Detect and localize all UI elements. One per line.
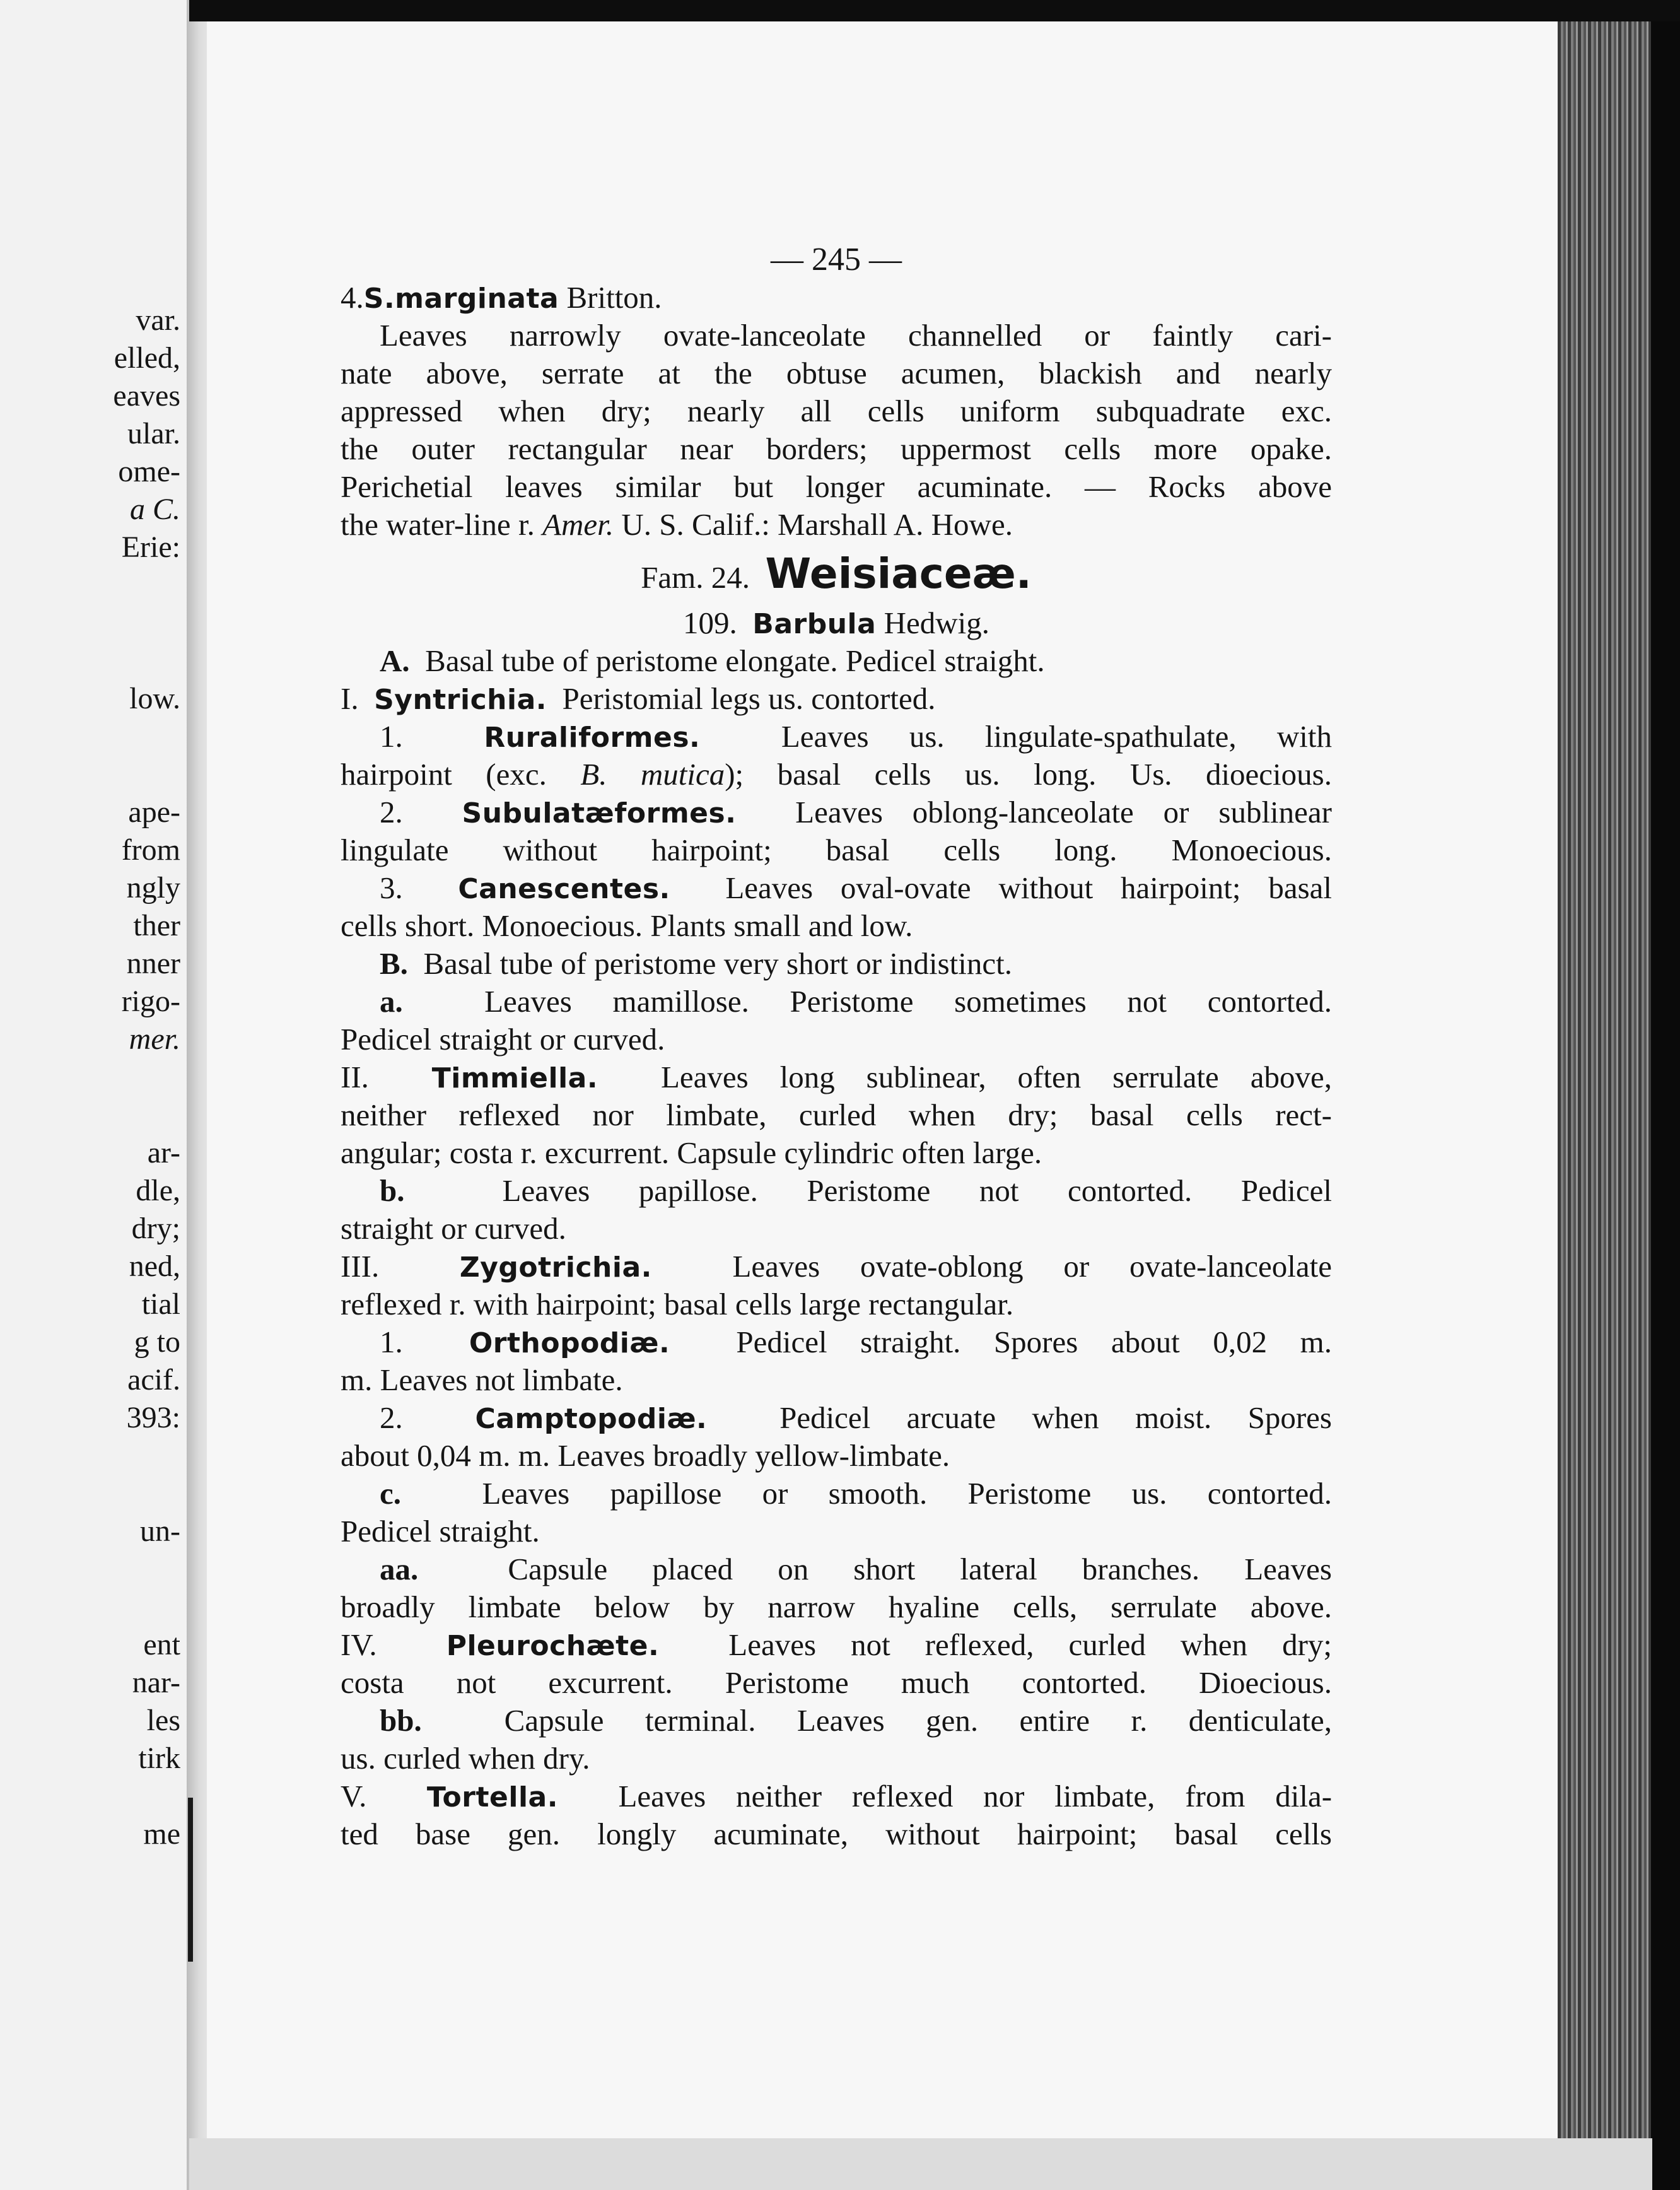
species-name: S.marginata (363, 283, 559, 315)
key-entry-line: reflexed r. with hairpoint; basal cells large rectangular. (341, 1287, 1014, 1321)
species-desc-line: appressed when dry; nearly all cells uniform subquadrate exc. (341, 394, 1332, 428)
key-entry-b: b. Leaves papillose. Peristome not contorted. Pedicel (380, 1173, 1333, 1208)
genus-name: Barbula (752, 608, 877, 640)
left-fragment: me (143, 1817, 180, 1851)
key-entry-line: about 0,04 m. m. Leaves broadly yellow-limbate. (341, 1438, 950, 1473)
family-name: Weisiaceæ. (765, 549, 1032, 598)
species-desc-line: Perichetial leaves similar but longer acuminate. — Rocks above (341, 469, 1332, 504)
key-entry-line: Pedicel straight. (341, 1514, 540, 1549)
key-entry-line: us. curled when dry. (341, 1741, 590, 1776)
key-entry-IV: IV. Pleurochæte. Leaves not reflexed, curled when dry; (341, 1627, 1333, 1662)
species-authority: Britton. (566, 280, 662, 315)
scan-border-right (1651, 0, 1680, 2190)
key-entry-2: 2. Subulatæformes. Leaves oblong-lanceolate or sublinear (380, 795, 1332, 829)
left-page-margin (0, 0, 189, 2190)
species-desc-line: the water-line r. Amer. U. S. Calif.: Marshall A. Howe. (341, 507, 1013, 542)
left-fragment: Erie: (121, 530, 180, 564)
left-fragment: rigo- (121, 985, 180, 1018)
key-entry-line: costa not excurrent. Peristome much contorted. Dioecious. (341, 1665, 1332, 1700)
key-entry-3: 3. Canescentes. Leaves oval-ovate without hairpoint; basal (380, 870, 1333, 905)
key-entry-line: neither reflexed nor limbate, curled when dry; basal cells rect- (341, 1098, 1332, 1132)
left-fragment: var. (136, 303, 180, 337)
left-fragment: tirk (138, 1742, 180, 1775)
section-name: Camptopodiæ. (475, 1403, 708, 1435)
key-entry-III: III. Zygotrichia. Leaves ovate-oblong or ovate-lanceolate (341, 1249, 1333, 1284)
left-fragment: low. (129, 682, 180, 715)
section-name: Syntrichia. (374, 684, 547, 716)
left-fragment: g to (134, 1325, 180, 1359)
left-fragment: acif. (127, 1363, 180, 1397)
left-fragment: ar- (147, 1136, 180, 1169)
left-fragment: from (121, 833, 180, 867)
left-fragment: ther (133, 909, 180, 942)
left-fragment: ome- (118, 455, 180, 488)
left-fragment: dle, (136, 1174, 180, 1207)
key-entry-orthopodiae: 1. Orthopodiæ. Pedicel straight. Spores about 0,02 m. (380, 1325, 1332, 1359)
key-entry-a: a. Leaves mamillose. Peristome sometimes not contorted. (380, 984, 1332, 1019)
left-fragment: ned, (129, 1250, 180, 1283)
section-name: Orthopodiæ. (469, 1327, 670, 1359)
section-name: Timmiella. (431, 1062, 598, 1094)
left-fragment: un- (140, 1514, 180, 1548)
key-entry-aa: aa. Capsule placed on short lateral branches. Leaves (380, 1552, 1332, 1586)
left-fragment: 393: (126, 1401, 180, 1434)
key-entry-line: lingulate without hairpoint; basal cells long. Monoecious. (341, 833, 1332, 867)
key-entry-line: broadly limbate below by narrow hyaline cells, serrulate above. (341, 1590, 1332, 1624)
page-number: — 245 — (771, 242, 902, 278)
key-entry-c: c. Leaves papillose or smooth. Peristome us. contorted. (380, 1476, 1333, 1511)
left-fragment: nar- (132, 1666, 180, 1699)
left-fragment: les (146, 1704, 180, 1737)
left-fragment: tial (141, 1287, 180, 1321)
key-entry-I: I. Syntrichia. Peristomial legs us. contorted. (341, 681, 936, 716)
section-name: Pleurochæte. (446, 1630, 660, 1662)
section-name: Zygotrichia. (459, 1251, 652, 1284)
left-fragment: mer. (129, 1022, 180, 1056)
genus-authority: Hedwig. (884, 606, 989, 640)
section-name: Ruraliformes. (484, 722, 701, 754)
section-name: Subulatæformes. (462, 797, 737, 829)
key-entry-II: II. Timmiella. Leaves long sublinear, often serrulate above, (341, 1060, 1332, 1094)
gutter-binding-mark (188, 1798, 193, 1962)
page-text (341, 241, 1332, 1853)
species-ref: B. mutica (580, 757, 725, 792)
key-entry-line: ted base gen. longly acuminate, without hairpoint; basal cells (341, 1817, 1332, 1851)
species-desc-line: nate above, serrate at the obtuse acumen, blackish and nearly (341, 356, 1332, 390)
left-fragment: dry; (131, 1212, 180, 1245)
key-entry-line: m. Leaves not limbate. (341, 1362, 623, 1397)
key-entry-line: cells short. Monoecious. Plants small and low. (341, 908, 913, 943)
left-fragment: nner (126, 947, 180, 980)
left-fragment: ent (143, 1628, 180, 1661)
key-entry-B: B. Basal tube of peristome very short or indistinct. (380, 946, 1012, 981)
key-entry-bb: bb. Capsule terminal. Leaves gen. entire r. denticulate, (380, 1703, 1332, 1738)
left-fragment: ape- (128, 795, 180, 829)
species-desc-line: the outer rectangular near borders; uppermost cells more opake. (341, 431, 1332, 466)
section-name: Canescentes. (458, 873, 670, 905)
scan-border-top (189, 0, 1680, 21)
family-heading (341, 544, 1332, 604)
section-name: Tortella. (426, 1781, 558, 1813)
species-heading (341, 279, 1332, 317)
scan-bottom-margin (189, 2138, 1652, 2190)
species-number: 4. (341, 280, 364, 315)
left-fragment: eaves (113, 379, 180, 413)
key-entry-line: Pedicel straight or curved. (341, 1022, 665, 1057)
key-entry-line: angular; costa r. excurrent. Capsule cylindric often large. (341, 1135, 1042, 1170)
key-entry-line: hairpoint (exc. B. mutica); basal cells us. long. Us. dioecious. (341, 757, 1332, 792)
genus-heading (341, 604, 1332, 642)
key-entry-line: straight or curved. (341, 1211, 566, 1246)
species-desc-line: Leaves narrowly ovate-lanceolate channelled or faintly cari- (380, 318, 1332, 353)
left-fragment: elled, (114, 341, 180, 375)
key-entry-A: A. Basal tube of peristome elongate. Pedicel straight. (380, 643, 1045, 678)
left-fragment: ular. (127, 417, 180, 450)
key-entry-camptopodiae: 2. Camptopodiæ. Pedicel arcuate when moist. Spores (380, 1400, 1332, 1435)
family-label: Fam. 24. (641, 560, 750, 595)
region-abbrev: Amer. (542, 507, 614, 542)
key-entry-1: 1. Ruraliformes. Leaves us. lingulate-spathulate, with (380, 719, 1333, 754)
left-fragment: a C. (129, 493, 180, 526)
genus-number: 109. (683, 606, 737, 640)
page-edges (1558, 19, 1652, 2190)
left-fragment: ngly (126, 871, 180, 905)
key-entry-V: V. Tortella. Leaves neither reflexed nor limbate, from dila- (341, 1779, 1333, 1813)
